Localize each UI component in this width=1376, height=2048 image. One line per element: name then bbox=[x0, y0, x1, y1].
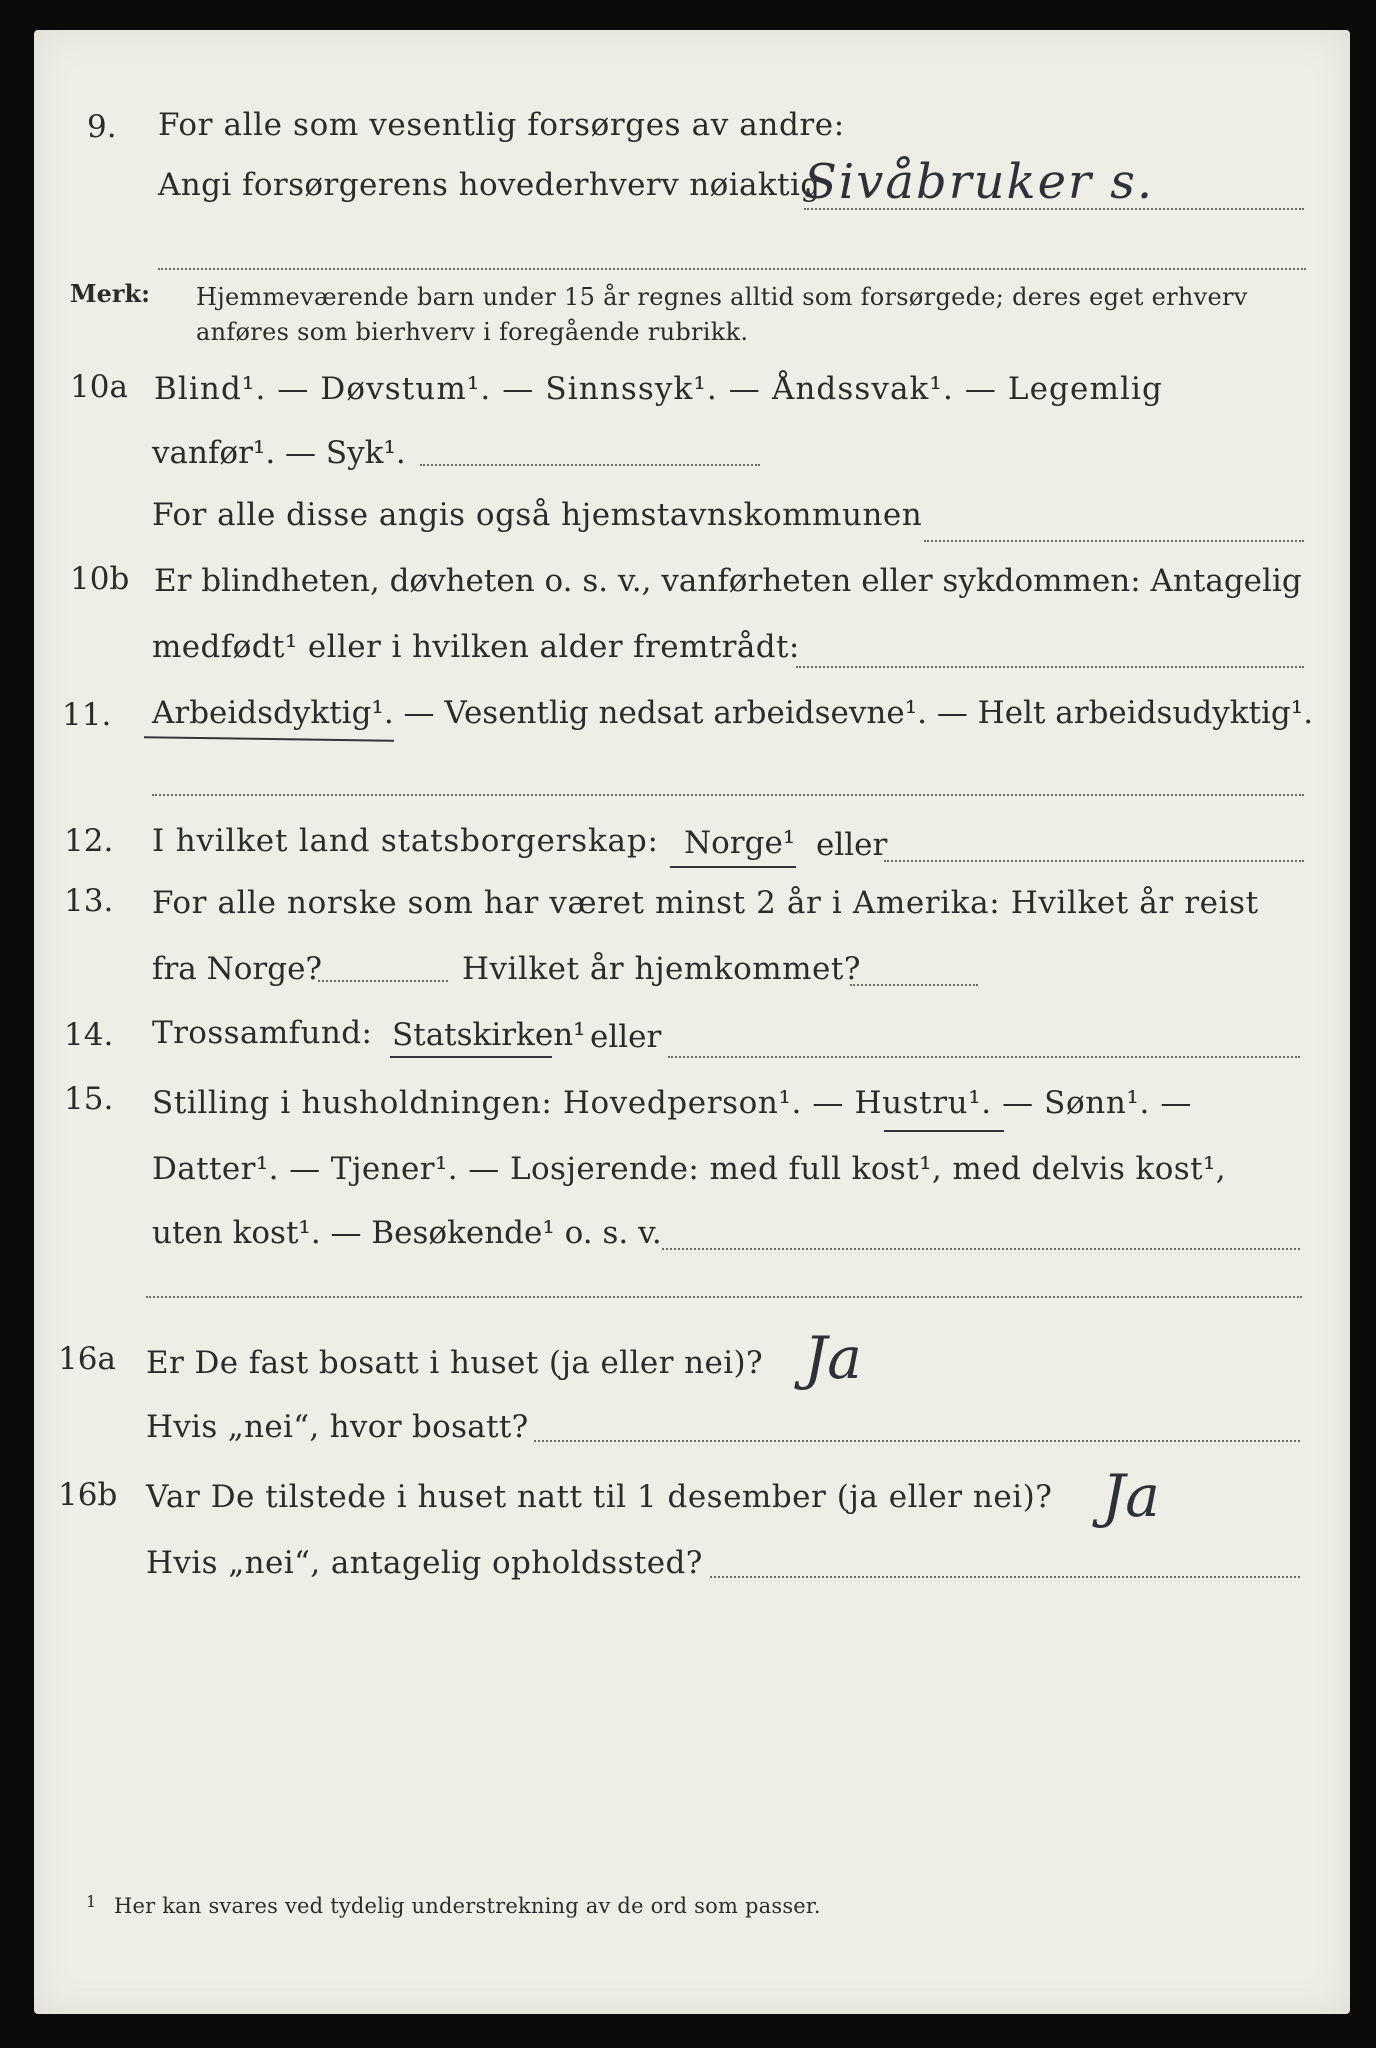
q16a-line1: Er De fast bosatt i huset (ja eller nei)? bbox=[146, 1345, 764, 1381]
q13-year-returned-answer bbox=[850, 984, 978, 986]
q10a-line2-answer bbox=[420, 464, 760, 466]
q10a-number: 10a bbox=[70, 369, 128, 405]
q10a-line3: For alle disse angis også hjemstavnskommunen bbox=[152, 497, 923, 533]
q16a-number: 16a bbox=[58, 1341, 116, 1377]
q15-hustru-underline bbox=[884, 1130, 1004, 1132]
q16b-line2: Hvis „nei“, antagelig opholdssted? bbox=[146, 1545, 703, 1581]
q16a-handwritten-answer[interactable]: Ja bbox=[804, 1324, 862, 1392]
q10a-line3-answer bbox=[924, 540, 1304, 542]
q15-number: 15. bbox=[64, 1081, 114, 1117]
q9-number: 9. bbox=[87, 109, 117, 145]
q10a-line1: Blind¹. — Døvstum¹. — Sinnssyk¹. — Åndssvak¹. — Legemlig bbox=[154, 371, 1163, 407]
merk-line1: Hjemmeværende barn under 15 år regnes alltid som forsørgede; deres eget erhverv bbox=[196, 283, 1248, 311]
q10b-line1: Er blindheten, døvheten o. s. v., vanførheten eller sykdommen: Antagelig bbox=[154, 563, 1302, 599]
q12-suffix: eller bbox=[816, 827, 888, 863]
q12-number: 12. bbox=[64, 823, 114, 859]
q14-statskirken-underline bbox=[390, 1056, 552, 1058]
q12-choice[interactable]: Norge¹ bbox=[684, 825, 796, 861]
merk-line2: anføres som bierhverv i foregående rubrikk. bbox=[196, 318, 749, 346]
q12-answer-line bbox=[884, 860, 1304, 862]
q15-line3: uten kost¹. — Besøkende¹ o. s. v. bbox=[152, 1215, 662, 1251]
q14-number: 14. bbox=[64, 1017, 114, 1053]
q14-suffix: eller bbox=[590, 1019, 662, 1055]
footnote-text: Her kan svares ved tydelig understrekning av de ord som passer. bbox=[114, 1894, 821, 1918]
q11-answer-line bbox=[152, 794, 1304, 796]
q11-number: 11. bbox=[62, 697, 112, 733]
q10b-line2: medfødt¹ eller i hvilken alder fremtrådt: bbox=[152, 629, 800, 665]
q16b-handwritten-answer[interactable]: Ja bbox=[1102, 1462, 1160, 1530]
q12-prefix: I hvilket land statsborgerskap: bbox=[152, 823, 659, 859]
merk-label: Merk: bbox=[70, 279, 150, 308]
q9-line2: Angi forsørgerens hovederhverv nøiaktig bbox=[158, 167, 821, 203]
q12-norge-underline bbox=[670, 866, 796, 868]
q13-line1: For alle norske som har været minst 2 år i Amerika: Hvilket år reist bbox=[152, 885, 1259, 921]
q16a-line2: Hvis „nei“, hvor bosatt? bbox=[146, 1409, 529, 1445]
q15-line1: Stilling i husholdningen: Hovedperson¹. — Hustru¹. — Sønn¹. — bbox=[152, 1085, 1192, 1121]
q14-prefix: Trossamfund: bbox=[152, 1015, 373, 1051]
q11-line1: Arbeidsdyktig¹. — Vesentlig nedsat arbeidsevne¹. — Helt arbeidsudyktig¹. bbox=[152, 695, 1314, 731]
q14-answer-line bbox=[668, 1056, 1300, 1058]
q10a-line2: vanfør¹. — Syk¹. bbox=[152, 435, 406, 471]
q15-line2: Datter¹. — Tjener¹. — Losjerende: med full kost¹, med delvis kost¹, bbox=[152, 1151, 1227, 1187]
q9-handwritten-answer[interactable]: Sivåbruker s. bbox=[804, 154, 1155, 210]
q13-line2b: Hvilket år hjemkommet? bbox=[462, 951, 861, 987]
q9-extra-line bbox=[158, 268, 1306, 270]
q13-line2a: fra Norge? bbox=[152, 951, 323, 987]
q10b-number: 10b bbox=[70, 561, 130, 597]
q9-answer-line bbox=[804, 208, 1304, 210]
q16a-answer-line bbox=[534, 1440, 1300, 1442]
q9-line1: For alle som vesentlig forsørges av andre: bbox=[158, 107, 845, 143]
footnote-mark: 1 bbox=[86, 1892, 97, 1911]
q10b-line2-answer bbox=[796, 666, 1304, 668]
q13-number: 13. bbox=[64, 883, 114, 919]
q11-arbeidsdyktig-underline bbox=[144, 736, 394, 741]
q15-answer-line bbox=[662, 1248, 1300, 1250]
q15-extra-line bbox=[146, 1296, 1302, 1298]
q16b-answer-line bbox=[710, 1576, 1300, 1578]
q13-year-left-answer bbox=[318, 980, 448, 982]
q14-choice[interactable]: Statskirken¹ bbox=[392, 1017, 586, 1053]
census-form-page bbox=[34, 30, 1350, 2014]
q16b-line1: Var De tilstede i huset natt til 1 desember (ja eller nei)? bbox=[146, 1479, 1053, 1515]
q16b-number: 16b bbox=[58, 1477, 118, 1513]
